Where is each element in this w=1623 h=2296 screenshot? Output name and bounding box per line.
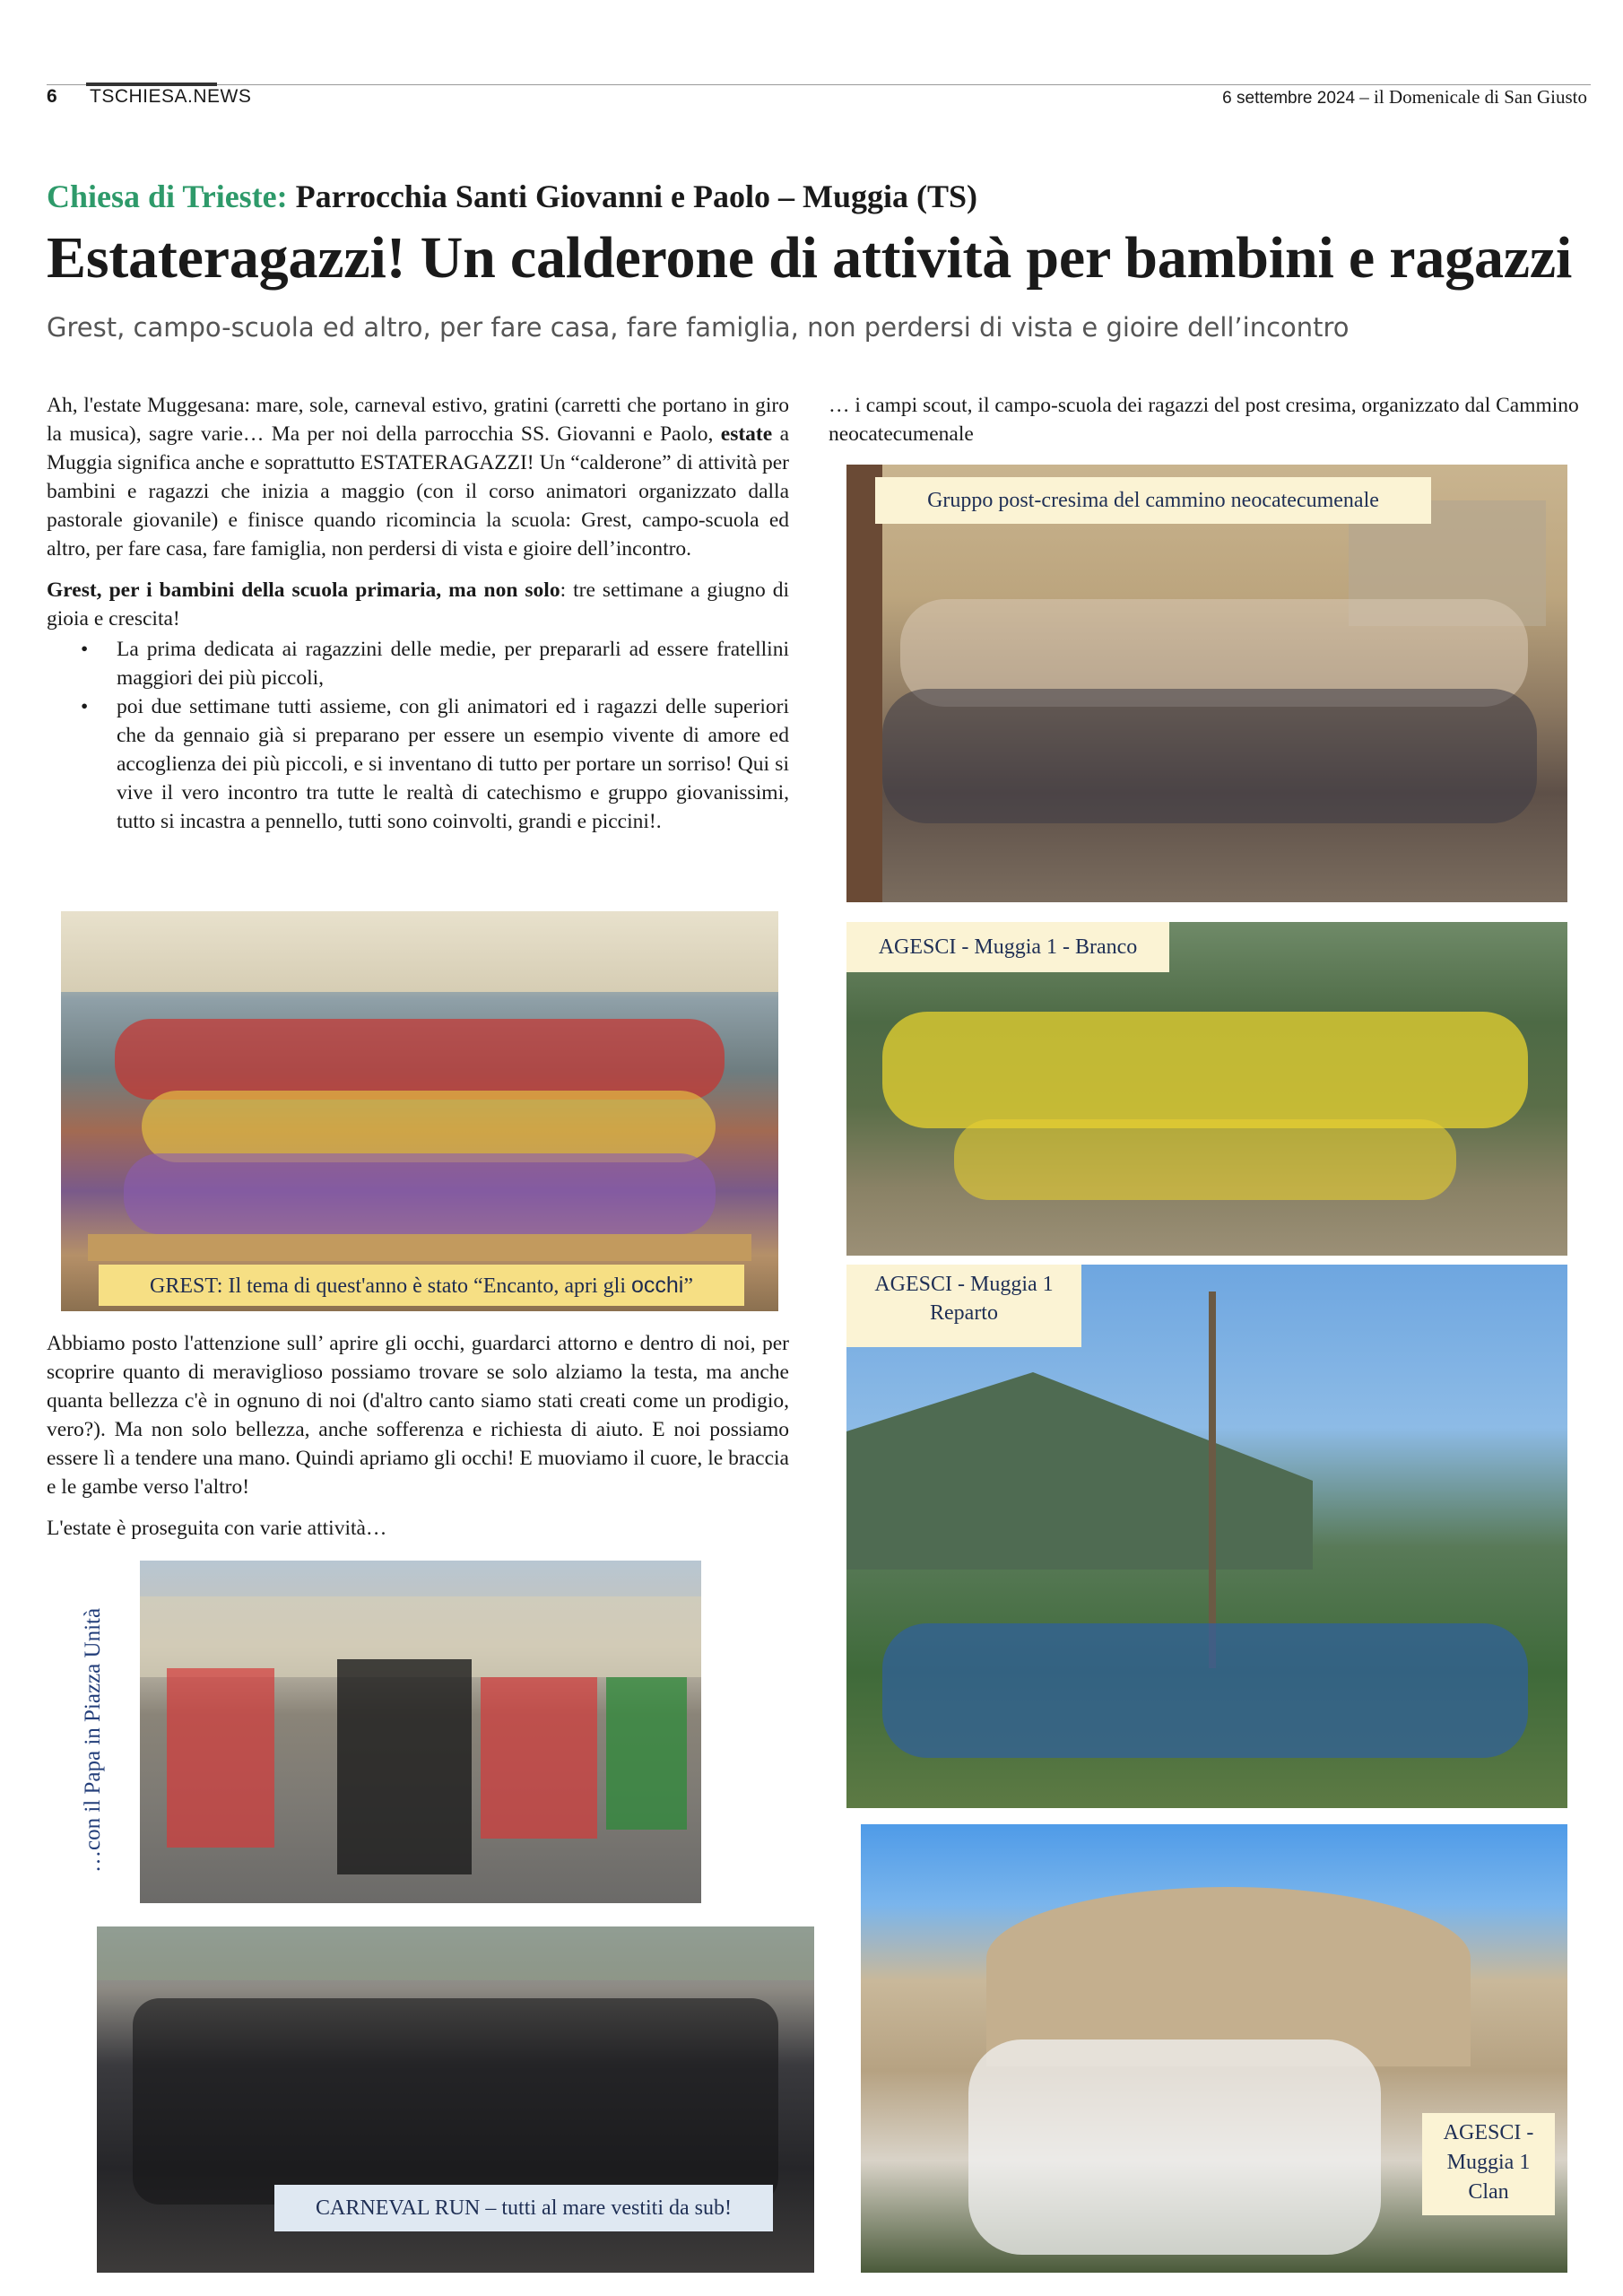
canopy-shape [61,911,778,992]
grest-rest: : tre settimane a giugno di gioia e crescita! [47,578,789,631]
people-red-2 [481,1677,597,1839]
bullet-item: • poi due settimane tutti assieme, con gli animatori ed i ragazzi delle superiori che da gennaio già si preparano per essere un esempio vivente di amore ed accoglienza dei più piccoli, e si inventano di tutto per portare un sorriso! Qui si vive il vero incontro tra tutte le realtà di catechismo e gruppo giovanissimi, tutto si incastra a pennello, tutti sono coinvolti, grandi e piccini!. [47,692,789,836]
grest-paragraph [47,576,789,633]
intro-bold: estate [720,422,773,446]
grest-caption [99,1265,744,1306]
intro-text-b: a Muggia significa anche e soprattutto ESTATERAGAZZI! Un “calderone” di attività per bambini e ragazzi che inizia a maggio (con il corso animatori organizzato dalla pastorale giovanile) e finisce quando ricomincia la scuola: Grest, campo-scuola ed altro, per fare casa, fare famiglia, non perdersi di vista e gioire dell’incontro. [47,422,790,561]
reparto-caption-line1: AGESCI - Muggia 1 [874,1273,1054,1296]
postcresima-caption: Gruppo post-cresima del cammino neocatecumenale [875,477,1431,524]
page-number: 6 [47,86,57,107]
left-text-top [47,391,789,836]
issue-date [1222,86,1587,109]
site-name[interactable]: TSCHIESA.NEWS [90,86,252,107]
left-text-bottom [47,1329,789,1555]
bullet-item: • La prima dedicata ai ragazzini delle medie, per prepararli ad essere fratellini maggiori dei più piccoli, [47,635,789,692]
kicker-parish: Parrocchia Santi Giovanni e Paolo – Muggia (TS) [295,178,977,214]
grest-caption-b: occhi [630,1273,684,1298]
intro-paragraph [47,391,789,563]
date-separator: – [1355,86,1375,108]
flagpole [1209,1292,1216,1668]
grest-caption-a: GREST: Il tema di quest'anno è stato “Encanto, apri gli [149,1274,631,1298]
grest-caption-c: ” [683,1274,694,1298]
postcresima-photo [846,465,1567,902]
kicker-diocese: Chiesa di Trieste: [47,178,288,214]
summer-paragraph: L'estate è proseguita con varie attività… [47,1517,387,1540]
crowd-purple [124,1153,716,1234]
eyes-paragraph: Abbiamo posto l'attenzione sull’ aprire gli occhi, guardarci attorno e dentro di noi, per scoprire quanto di meraviglioso possiamo trovare se solo alziamo la testa, ma anche quanta bellezza c'è in ognuno di noi (d'altro canto siamo stati creati come un prodigio, vero?). Ma non solo bellezza, anche sofferenza e richiesta di aiuto. E noi possiamo essere lì a tendere una mano. Quindi apriamo gli occhi! E muoviamo il cuore, le braccia e le gambe verso l'altro! [47,1332,789,1499]
scouts-blue [882,1623,1528,1758]
people-red [167,1668,274,1848]
scouts-yellow-front [954,1119,1456,1200]
reparto-caption-line2: Reparto [930,1301,998,1325]
date-text: 6 settembre 2024 [1222,89,1356,108]
trees-shape [97,1926,814,1980]
grest-bold: Grest, per i bambini della scuola primaria, ma non solo [47,578,560,602]
carneval-caption: CARNEVAL RUN – tutti al mare vestiti da sub! [274,2185,773,2231]
clan-caption [1422,2113,1555,2215]
priests-black [337,1659,472,1874]
header-rule [47,84,1591,85]
mountain-shape [846,1372,1313,1570]
intro-text-a: Ah, l'estate Muggesana: mare, sole, carneval estivo, gratini (carretti che portano in giro la musica), sagre varie… Ma per noi della parrocchia SS. Giovanni e Paolo, [47,394,789,446]
scouts-yellow [882,1012,1528,1128]
person-green [606,1677,687,1830]
article-kicker [47,178,977,215]
crowd-red [115,1019,725,1100]
article-title: Estateragazzi! Un calderone di attività per bambini e ragazzi [47,225,1573,291]
crowd-black [133,1998,778,2205]
branco-caption: AGESCI - Muggia 1 - Branco [846,922,1169,972]
right-intro: … i campi scout, il campo-scuola dei ragazzi del post cresima, organizzato dal Cammino neocatecumenale [829,394,1579,446]
crowd-yellow [142,1091,716,1162]
article-subtitle: Grest, campo-scuola ed altro, per fare casa, fare famiglia, non perdersi di vista e gioire dell’incontro [47,312,1350,343]
papa-photo [140,1561,701,1903]
grest-photo [61,911,778,1311]
papa-caption: …con il Papa in Piazza Unità [81,1607,105,1873]
clan-group [968,2039,1381,2255]
clan-caption-line2: Muggia 1 [1446,2151,1531,2174]
clan-caption-line1: AGESCI - [1443,2121,1534,2144]
crowd-front [882,689,1537,823]
door-shape [846,465,882,902]
grest-bullets [47,635,789,836]
clan-caption-line3: Clan [1468,2180,1509,2204]
bench-shape [88,1234,751,1261]
reparto-caption [846,1265,1081,1347]
publication-name: il Domenicale di San Giusto [1374,86,1587,108]
